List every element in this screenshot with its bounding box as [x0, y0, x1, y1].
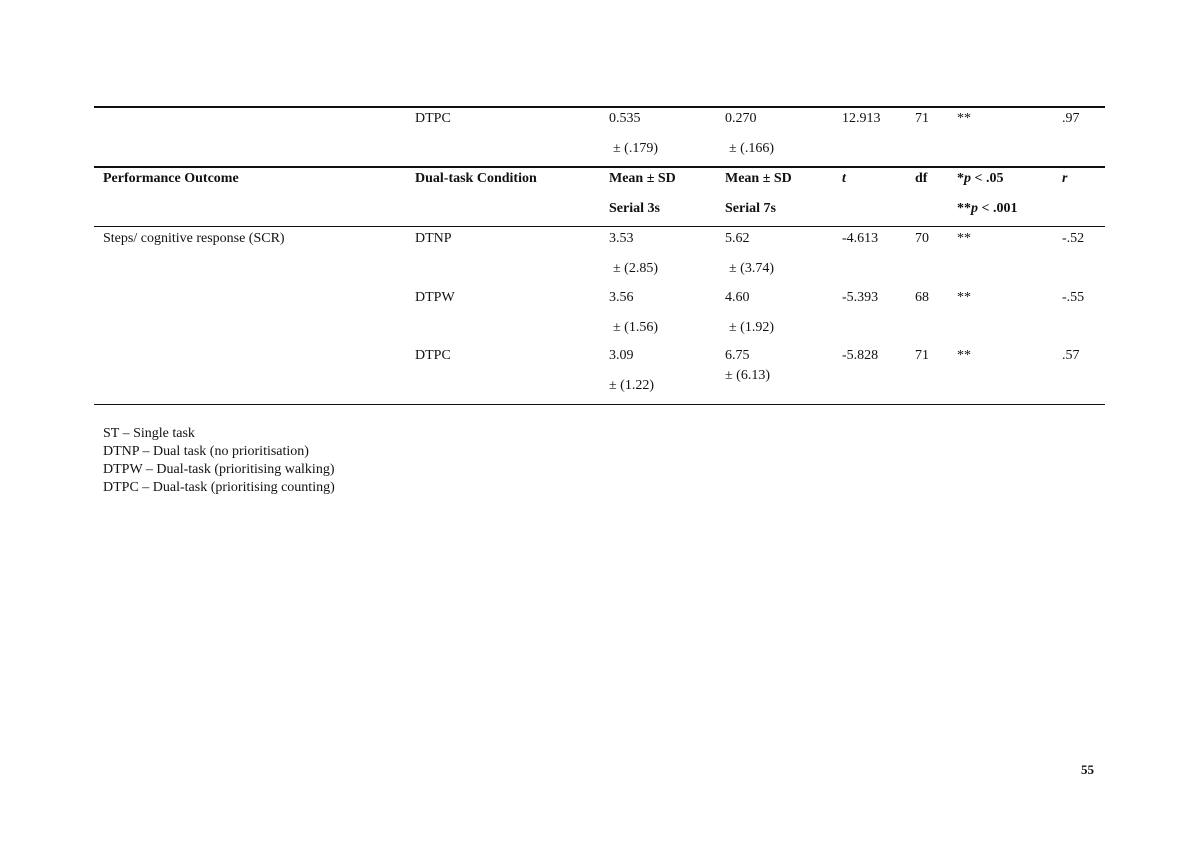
- sd-serial3-cell: ± (2.85): [613, 261, 659, 276]
- significance-cell: **: [957, 348, 971, 363]
- outcome-label: Steps/ cognitive response (SCR): [103, 231, 285, 246]
- header-dual-task-condition: Dual-task Condition: [415, 171, 537, 186]
- header-mean-sd-serial3: Mean ± SD: [609, 171, 676, 186]
- header-df: df: [915, 171, 928, 186]
- note-line: DTPW – Dual-task (prioritising walking): [103, 462, 335, 477]
- condition-cell: DTPC: [415, 348, 451, 363]
- mean-serial7-cell: 4.60: [725, 290, 750, 305]
- condition-cell: DTPC: [415, 111, 451, 126]
- t-cell: -5.393: [842, 290, 879, 305]
- effect-size-cell: .57: [1062, 348, 1080, 363]
- table-top-rule: [94, 106, 1105, 108]
- mean-serial3-cell: 3.56: [609, 290, 634, 305]
- note-line: DTNP – Dual task (no prioritisation): [103, 444, 309, 459]
- effect-size-cell: .97: [1062, 111, 1080, 126]
- mean-serial7-cell: 6.75: [725, 348, 750, 363]
- header-serial7: Serial 7s: [725, 201, 776, 216]
- header-mean-sd-serial7: Mean ± SD: [725, 171, 792, 186]
- table-header-bottom-rule: [94, 226, 1105, 227]
- sd-serial7-cell: ± (1.92): [729, 320, 775, 335]
- header-t: t: [842, 171, 846, 186]
- effect-size-cell: -.55: [1062, 290, 1085, 305]
- sd-serial3-cell: ± (1.22): [609, 378, 655, 393]
- sd-serial3-cell: ± (.179): [613, 141, 659, 156]
- t-cell: 12.913: [842, 111, 881, 126]
- note-line: ST – Single task: [103, 426, 195, 441]
- condition-cell: DTPW: [415, 290, 455, 305]
- header-performance-outcome: Performance Outcome: [103, 171, 239, 186]
- df-cell: 71: [915, 111, 929, 126]
- sd-serial7-cell: ± (.166): [729, 141, 775, 156]
- significance-cell: **: [957, 231, 971, 246]
- df-cell: 71: [915, 348, 929, 363]
- df-cell: 70: [915, 231, 929, 246]
- table-notes: [103, 425, 335, 497]
- sd-serial7-cell: ± (6.13): [725, 368, 771, 383]
- table-bottom-rule: [94, 404, 1105, 405]
- page-number: 55: [1081, 762, 1094, 777]
- header-r: r: [1062, 171, 1068, 186]
- header-p-threshold-05: *p < .05: [957, 171, 1004, 186]
- mean-serial3-cell: 3.53: [609, 231, 634, 246]
- effect-size-cell: -.52: [1062, 231, 1085, 246]
- mean-serial7-cell: 5.62: [725, 231, 750, 246]
- df-cell: 68: [915, 290, 929, 305]
- condition-cell: DTNP: [415, 231, 452, 246]
- header-serial3: Serial 3s: [609, 201, 660, 216]
- sd-serial3-cell: ± (1.56): [613, 320, 659, 335]
- mean-serial3-cell: 3.09: [609, 348, 634, 363]
- t-cell: -5.828: [842, 348, 879, 363]
- mean-serial7-cell: 0.270: [725, 111, 757, 126]
- sd-serial7-cell: ± (3.74): [729, 261, 775, 276]
- header-p-threshold-001: **p < .001: [957, 201, 1018, 216]
- significance-cell: **: [957, 290, 971, 305]
- table-header-top-rule: [94, 166, 1105, 168]
- note-line: DTPC – Dual-task (prioritising counting): [103, 480, 335, 495]
- mean-serial3-cell: 0.535: [609, 111, 641, 126]
- t-cell: -4.613: [842, 231, 879, 246]
- significance-cell: **: [957, 111, 971, 126]
